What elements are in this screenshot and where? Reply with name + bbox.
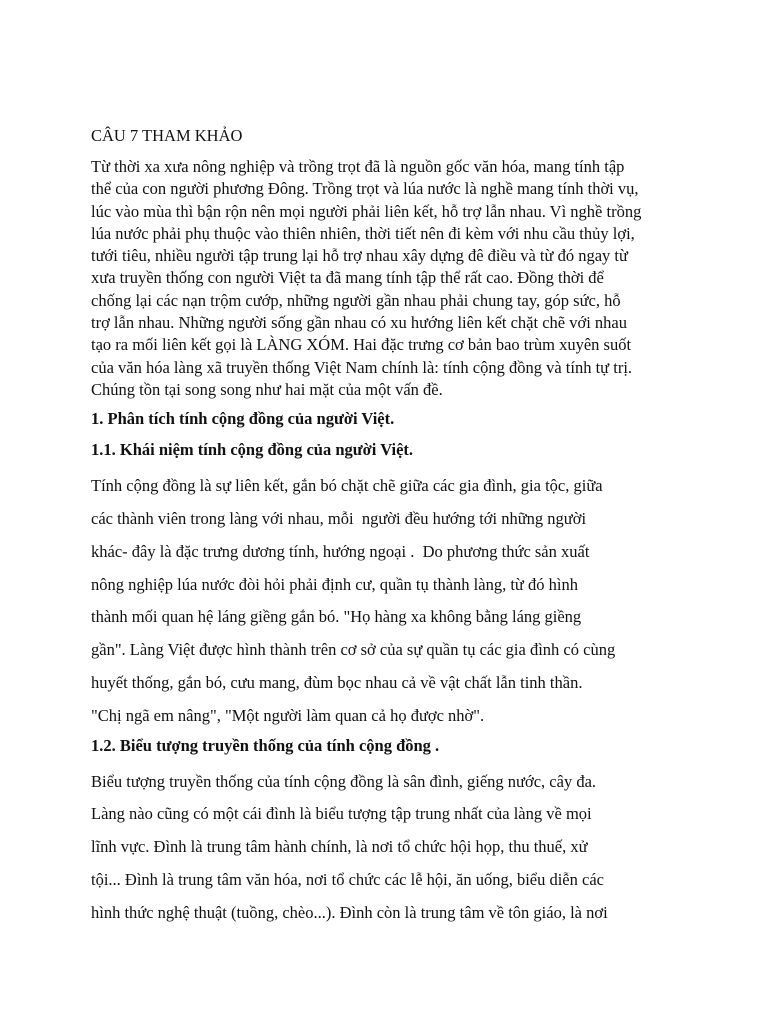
paragraph-line: của văn hóa làng xã truyền thống Việt Nam chính là: tính cộng đồng và tính tự trị. (91, 357, 633, 377)
paragraph-line: Chúng tồn tại song song như hai mặt của một vấn đề. (91, 379, 443, 399)
paragraph-line: lĩnh vực. Đình là trung tâm hành chính, là nơi tổ chức hội họp, thu thuế, xử (91, 837, 588, 857)
paragraph-line: tội... Đình là trung tâm văn hóa, nơi tổ chức các lễ hội, ăn uống, biểu diễn các (91, 870, 604, 890)
paragraph-line: thể của con người phương Đông. Trồng trọt và lúa nước là nghề mang tính thời vụ, (91, 179, 639, 199)
paragraph-line: các thành viên trong làng với nhau, mỗi người đều hướng tới những người (91, 509, 587, 529)
paragraph-line: thành mối quan hệ láng giềng gắn bó. "Họ hàng xa không bằng láng giềng (91, 607, 582, 627)
paragraph-line: huyết thống, gắn bó, cưu mang, đùm bọc nhau cả về vật chất lẫn tinh thần. (91, 673, 583, 693)
paragraph-line: Tính cộng đồng là sự liên kết, gắn bó chặt chẽ giữa các gia đình, gia tộc, giữa (91, 476, 603, 496)
section-1-1-paragraph (91, 470, 691, 732)
paragraph-line: Từ thời xa xưa nông nghiệp và trồng trọt đã là nguồn gốc văn hóa, mang tính tập (91, 157, 625, 176)
paragraph-line: gần". Làng Việt được hình thành trên cơ sở của sự quần tụ các gia đình có cùng (91, 640, 616, 660)
intro-paragraph (91, 156, 691, 401)
paragraph-line: lúa nước phải phụ thuộc vào thiên nhiên, thời tiết nên đi kèm với nhu cầu thủy lợi, (91, 223, 635, 243)
paragraph-line: lúc vào mùa thì bận rộn nên mọi người phải liên kết, hỗ trợ lẫn nhau. Vì nghề trồng (91, 201, 642, 221)
paragraph-line: trợ lẫn nhau. Những người sống gần nhau có xu hướng liên kết chặt chẽ với nhau (91, 313, 627, 333)
paragraph-line: khác- đây là đặc trưng dương tính, hướng ngoại . Do phương thức sản xuất (91, 541, 590, 561)
paragraph-line: nông nghiệp lúa nước đòi hỏi phải định cư, quần tụ thành làng, từ đó hình (91, 574, 578, 594)
section-1-2-title: 1.2. Biểu tượng truyền thống của tính cộng đồng . (91, 735, 440, 755)
section-1-1-title: 1.1. Khái niệm tính cộng đồng của người Việt. (91, 440, 414, 460)
paragraph-line: "Chị ngã em nâng", "Một người làm quan cả họ được nhờ". (91, 705, 485, 725)
paragraph-line: xưa truyền thống con người Việt ta đã mang tính tập thể rất cao. Đồng thời để (91, 268, 604, 288)
paragraph-line: Làng nào cũng có một cái đình là biểu tượng tập trung nhất của làng về mọi (91, 804, 592, 824)
paragraph-line: tạo ra mối liên kết gọi là LÀNG XÓM. Hai đặc trưng cơ bản bao trùm xuyên suốt (91, 335, 632, 355)
document-content (91, 125, 691, 932)
paragraph-line: tưới tiêu, nhiều người tập trung lại hỗ trợ nhau xây dựng đê điều và từ đó ngay từ (91, 246, 628, 266)
section-1-2-paragraph (91, 766, 691, 930)
paragraph-line: chống lại các nạn trộm cướp, những người gần nhau phải chung tay, góp sức, hỗ (91, 290, 621, 310)
paragraph-line: hình thức nghệ thuật (tuồng, chèo...). Đình còn là trung tâm về tôn giáo, là nơi (91, 902, 608, 922)
section-1-title: 1. Phân tích tính cộng đồng của người Việt. (91, 409, 395, 429)
document-heading: CÂU 7 THAM KHẢO (91, 126, 243, 145)
paragraph-line: Biểu tượng truyền thống của tính cộng đồng là sân đình, giếng nước, cây đa. (91, 771, 597, 791)
